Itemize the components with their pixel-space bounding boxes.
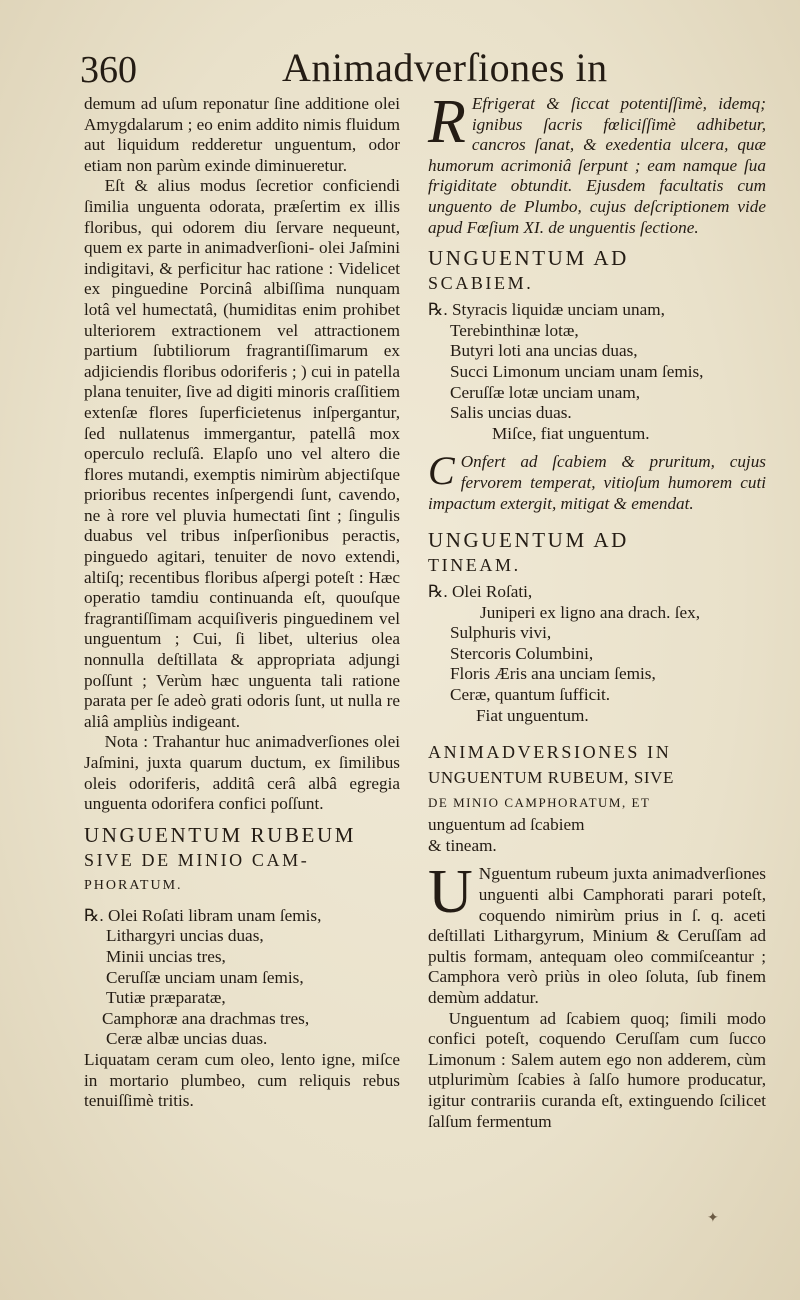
right-paragraph-3: Nguentum rubeum juxta animadverſiones unguenti albi Camphorati parari poteſt, coquendo nimirùm prius in ſ. q. aceti deſtillati Lithargyrum, Minium & Ceruſſam ad pultis formam, antequam oleo commiſceantur ; Camphora verò priùs in oleo ſoluta, ſub finem demùm addatur. [428, 864, 766, 1007]
recipe-line: ℞. Olei Roſati, [428, 582, 533, 602]
left-closing: Liquatam ceram cum oleo, lento igne, miſce in mortario plumbeo, cum reliquis rebus tenuiſſimè tritis. [84, 1049, 400, 1111]
recipe-line: Fiat unguentum. [476, 705, 589, 725]
right-paragraph-4: Unguentum ad ſcabiem quoq; ſimili modo confici poteſt, coquendo Ceruſſam cum ſucco Limonum : Salem autem ego non adderem, cùm utplurimùm ſcabies à ſalſo humore producatur, igitur contrariis curanda eſt, extinguendo ſcilicet ſalſum fermentum [428, 1008, 766, 1131]
tinea-heading-line-2: TINEAM. [428, 555, 521, 576]
recipe-line: Butyri loti ana uncias duas, [450, 341, 638, 361]
recipe-line: Ceruſſæ lotæ unciam unam, [450, 382, 640, 402]
recipe-line: Minii uncias tres, [106, 946, 226, 966]
scabies-recipe [428, 300, 766, 444]
drop-cap-u: U [428, 858, 473, 927]
left-paragraph-1: demum ad uſum reponatur ſine additione olei Amygdalarum ; eo enim addito nimis fluidum aut liquidum redderetur unguentum, odor etiam non parùm exinde diminueretur. [84, 94, 401, 175]
tinea-recipe [428, 582, 766, 726]
page-number: 360 [80, 49, 137, 91]
recipe-line: ℞. Styracis liquidæ unciam unam, [428, 300, 665, 320]
right-paragraph-1: Efrigerat & ſiccat potentiſſimè, idemq; ignibus ſacris fœliciſſimè adhibetur, cancros ſanat, & exedentia ulcera, quæ humorum acrimoniâ ſerpunt ; eam namque ſua frigiditate obtundit. Ejusdem facultatis cum unguento de Plumbo, cujus deſcriptionem vide apud Fœſium XI. de unguentis ſectione. [428, 94, 766, 237]
right-paragraph-2: Onfert ad ſcabiem & pruritum, cujus fervorem temperat, vitioſum humorem cuti impactum extergit, mitigat & emendat. [428, 452, 766, 513]
recipe-line: Ceræ albæ uncias duas. [106, 1029, 268, 1049]
recipe-line: Camphoræ ana drachmas tres, [102, 1008, 310, 1028]
left-column [84, 94, 400, 1112]
recipe-line: ℞. Olei Roſati libram unam ſemis, [84, 905, 322, 925]
drop-cap-r: R [428, 88, 466, 156]
tinea-heading-line-1: UNGUENTUM AD [428, 528, 629, 553]
recipe-line: Stercoris Columbini, [450, 643, 594, 663]
left-heading-line-3: PHORATUM. [84, 877, 183, 893]
scabies-heading-line-1: UNGUENTUM AD [428, 246, 629, 271]
recipe-line: Miſce, fiat unguentum. [492, 423, 650, 443]
animadversiones-heading-line-3: DE MINIO CAMPHORATUM, ET [428, 795, 651, 811]
left-heading-line-1: UNGUENTUM RUBEUM [84, 822, 357, 847]
recipe-line: Juniperi ex ligno ana drach. ſex, [480, 602, 701, 622]
animadversiones-heading-line-5: & tineam. [428, 835, 497, 855]
recipe-line: Tutiæ præparatæ, [106, 988, 226, 1008]
animadversiones-heading-line-4: unguentum ad ſcabiem [428, 815, 585, 835]
right-column [428, 88, 766, 1132]
left-recipe [84, 906, 400, 1050]
recipe-line: Sulphuris vivi, [450, 623, 552, 643]
scabies-heading-line-2: SCABIEM. [428, 273, 534, 294]
left-paragraph-3: Nota : Trahantur huc animadverſiones olei Jaſmini, juxta quarum ductum, ex ſimilibus oleis odoriferis, additâ cerâ albâ egregia unguenta odorifera confici poſſunt. [84, 732, 400, 814]
printer-mark: ✦ [707, 1211, 719, 1226]
recipe-line: Floris Æris ana unciam ſemis, [450, 664, 656, 684]
left-paragraph-2: Eſt & alius modus ſecretior conficiendi ſimilia unguenta odorata, præſertim ex illis floribus, qui odorem diu ſervare nequeunt, quem ex parte in animadverſioni- olei Jaſmini indigitavi, & perficitur hac ratione : Videlicet ex pinguedine Porcinâ albiſſima nunquam lotâ vel humectatâ, (humiditas enim prohibet ulteriorem extractionem vel attractionem partium ſubtiliorum fragrantiſſimarum ex adjiciendis floribus odoriferis ; ) cui in patella plana tenuiter, ſive ad digiti minoris craſſitiem extenſæ flores ſuperficietenus inſpergantur, ſed nullatenus immergantur, patellâ mox operculo recluſâ. Elapſo uno vel altero die flores mutandi, exemptis nimirùm abjectiſque prioribus recentes inſpergendi ſunt, cavendo, ne à rore vel pluvia humectati ſint ; ſingulis duabus vel tribus inſperſionibus peractis, pinguedo agitari, tenuiter de novo extendi, altiſq; recentibus floribus aſpergi poteſt : Hæc operatio tamdiu continuanda eſt, quouſque fragrantiſſimam acquiſiveris pinguedinem vel unguentum ; Cui, ſi libet, ulterius olea nonnulla deſtillata & appropriata adjungi poſſunt ; Verùm hæc unguenta tali ratione parata per ſe adeò grati odoris ſunt, ut nulla re aliâ ampliùs indigeant. [84, 176, 400, 731]
recipe-line: Succi Limonum unciam unam ſemis, [450, 361, 704, 381]
recipe-line: Ceræ, quantum ſufficit. [450, 685, 611, 705]
left-heading-line-2: SIVE DE MINIO CAM- [84, 849, 310, 870]
recipe-line: Salis uncias duas. [450, 403, 572, 423]
running-title: Animadverſiones in [282, 45, 608, 90]
animadversiones-heading-line-1: ANIMADVERSIONES IN [428, 742, 672, 763]
drop-cap-c: C [428, 448, 455, 494]
animadversiones-heading-line-2: UNGUENTUM RUBEUM, SIVE [428, 768, 675, 788]
recipe-line: Lithargyri uncias duas, [106, 926, 264, 946]
recipe-line: Ceruſſæ unciam unam ſemis, [106, 967, 304, 987]
recipe-line: Terebinthinæ lotæ, [450, 320, 579, 340]
